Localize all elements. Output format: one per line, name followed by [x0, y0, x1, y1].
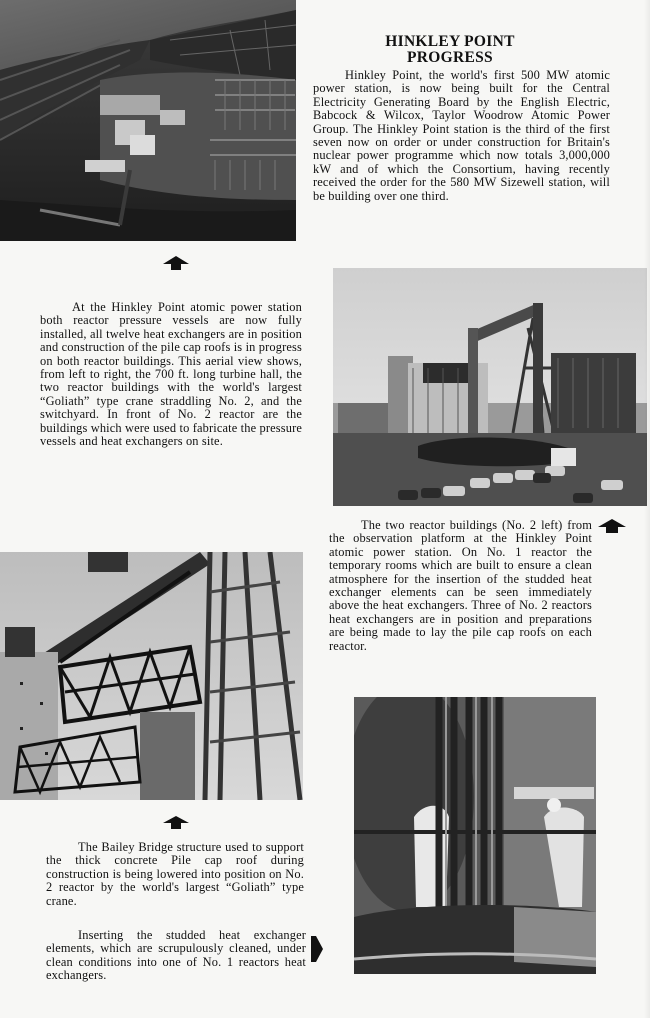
reactor-buildings-photo: [333, 268, 647, 506]
aerial-caption-block: [40, 301, 302, 448]
reactor-buildings-caption: The two reactor buildings (No. 2 left) from the observation platform at the Hinkley Point atomic power station. On No. 1 reactor the temporary rooms which are built to ensure a clean atmosphere for the insertion of the studded heat exchanger elements can be seen immediately above the heat exchangers. Three of No. 2 reactors heat exchangers are in position and preparations are being made to lay the pile cap roofs on each reactor.: [329, 518, 592, 653]
arrow-up-icon: [163, 816, 189, 829]
title-line-1: HINKLEY POINT: [385, 33, 515, 50]
reactor-buildings-caption-block: [329, 519, 592, 653]
arrow-up-icon: [163, 256, 189, 270]
aerial-photo: [0, 0, 296, 241]
page-edge-shadow: [644, 0, 650, 1018]
aerial-caption: At the Hinkley Point atomic power station both reactor pressure vessels are now fully installed, all twelve heat exchangers are in position and construction of the pile cap roofs is in progress on both reactor buildings. This aerial view shows, from left to right, the 700 ft. long turbine hall, the two reactor buildings with the world's largest “Goliath” type crane straddling No. 2, and the switchyard. In front of No. 2 reactor are the buildings which were used to fabricate the pressure vessels and heat exchangers on site.: [40, 300, 302, 449]
bailey-bridge-photo: [0, 552, 303, 800]
arrow-up-icon: [598, 519, 626, 533]
intro-paragraph: Hinkley Point, the world's first 500 MW atomic power station, is now being built for the Central Electricity Generating Board by the English Electric, Babcock & Wilcox, Taylor Woodrow Atomic Power Group. The Hinkley Point station is the third of the first seven now on order or under construction for Britain's nuclear power programme which now totals 3,000,000 kW and of which the Consortium, having recently received the order for the 580 MW Sizewell station, will be building over one third.: [313, 68, 610, 203]
bailey-bridge-caption-block: [46, 841, 304, 908]
arrow-right-icon: [311, 936, 323, 962]
intro-paragraph-block: [313, 69, 610, 203]
bailey-bridge-caption: The Bailey Bridge structure used to support the thick concrete Pile cap roof during construction is being lowered into position on No. 2 reactor by the world's largest “Goliath” type crane.: [46, 840, 304, 908]
title-line-2: PROGRESS: [407, 49, 493, 66]
heat-exchanger-caption-block: [46, 929, 306, 983]
heat-exchanger-photo: [354, 697, 596, 974]
heat-exchanger-caption: Inserting the studded heat exchanger elements, which are scrupulously cleaned, under clean conditions into one of No. 1 reactors heat exchangers.: [46, 928, 306, 983]
article-title: [340, 34, 560, 66]
